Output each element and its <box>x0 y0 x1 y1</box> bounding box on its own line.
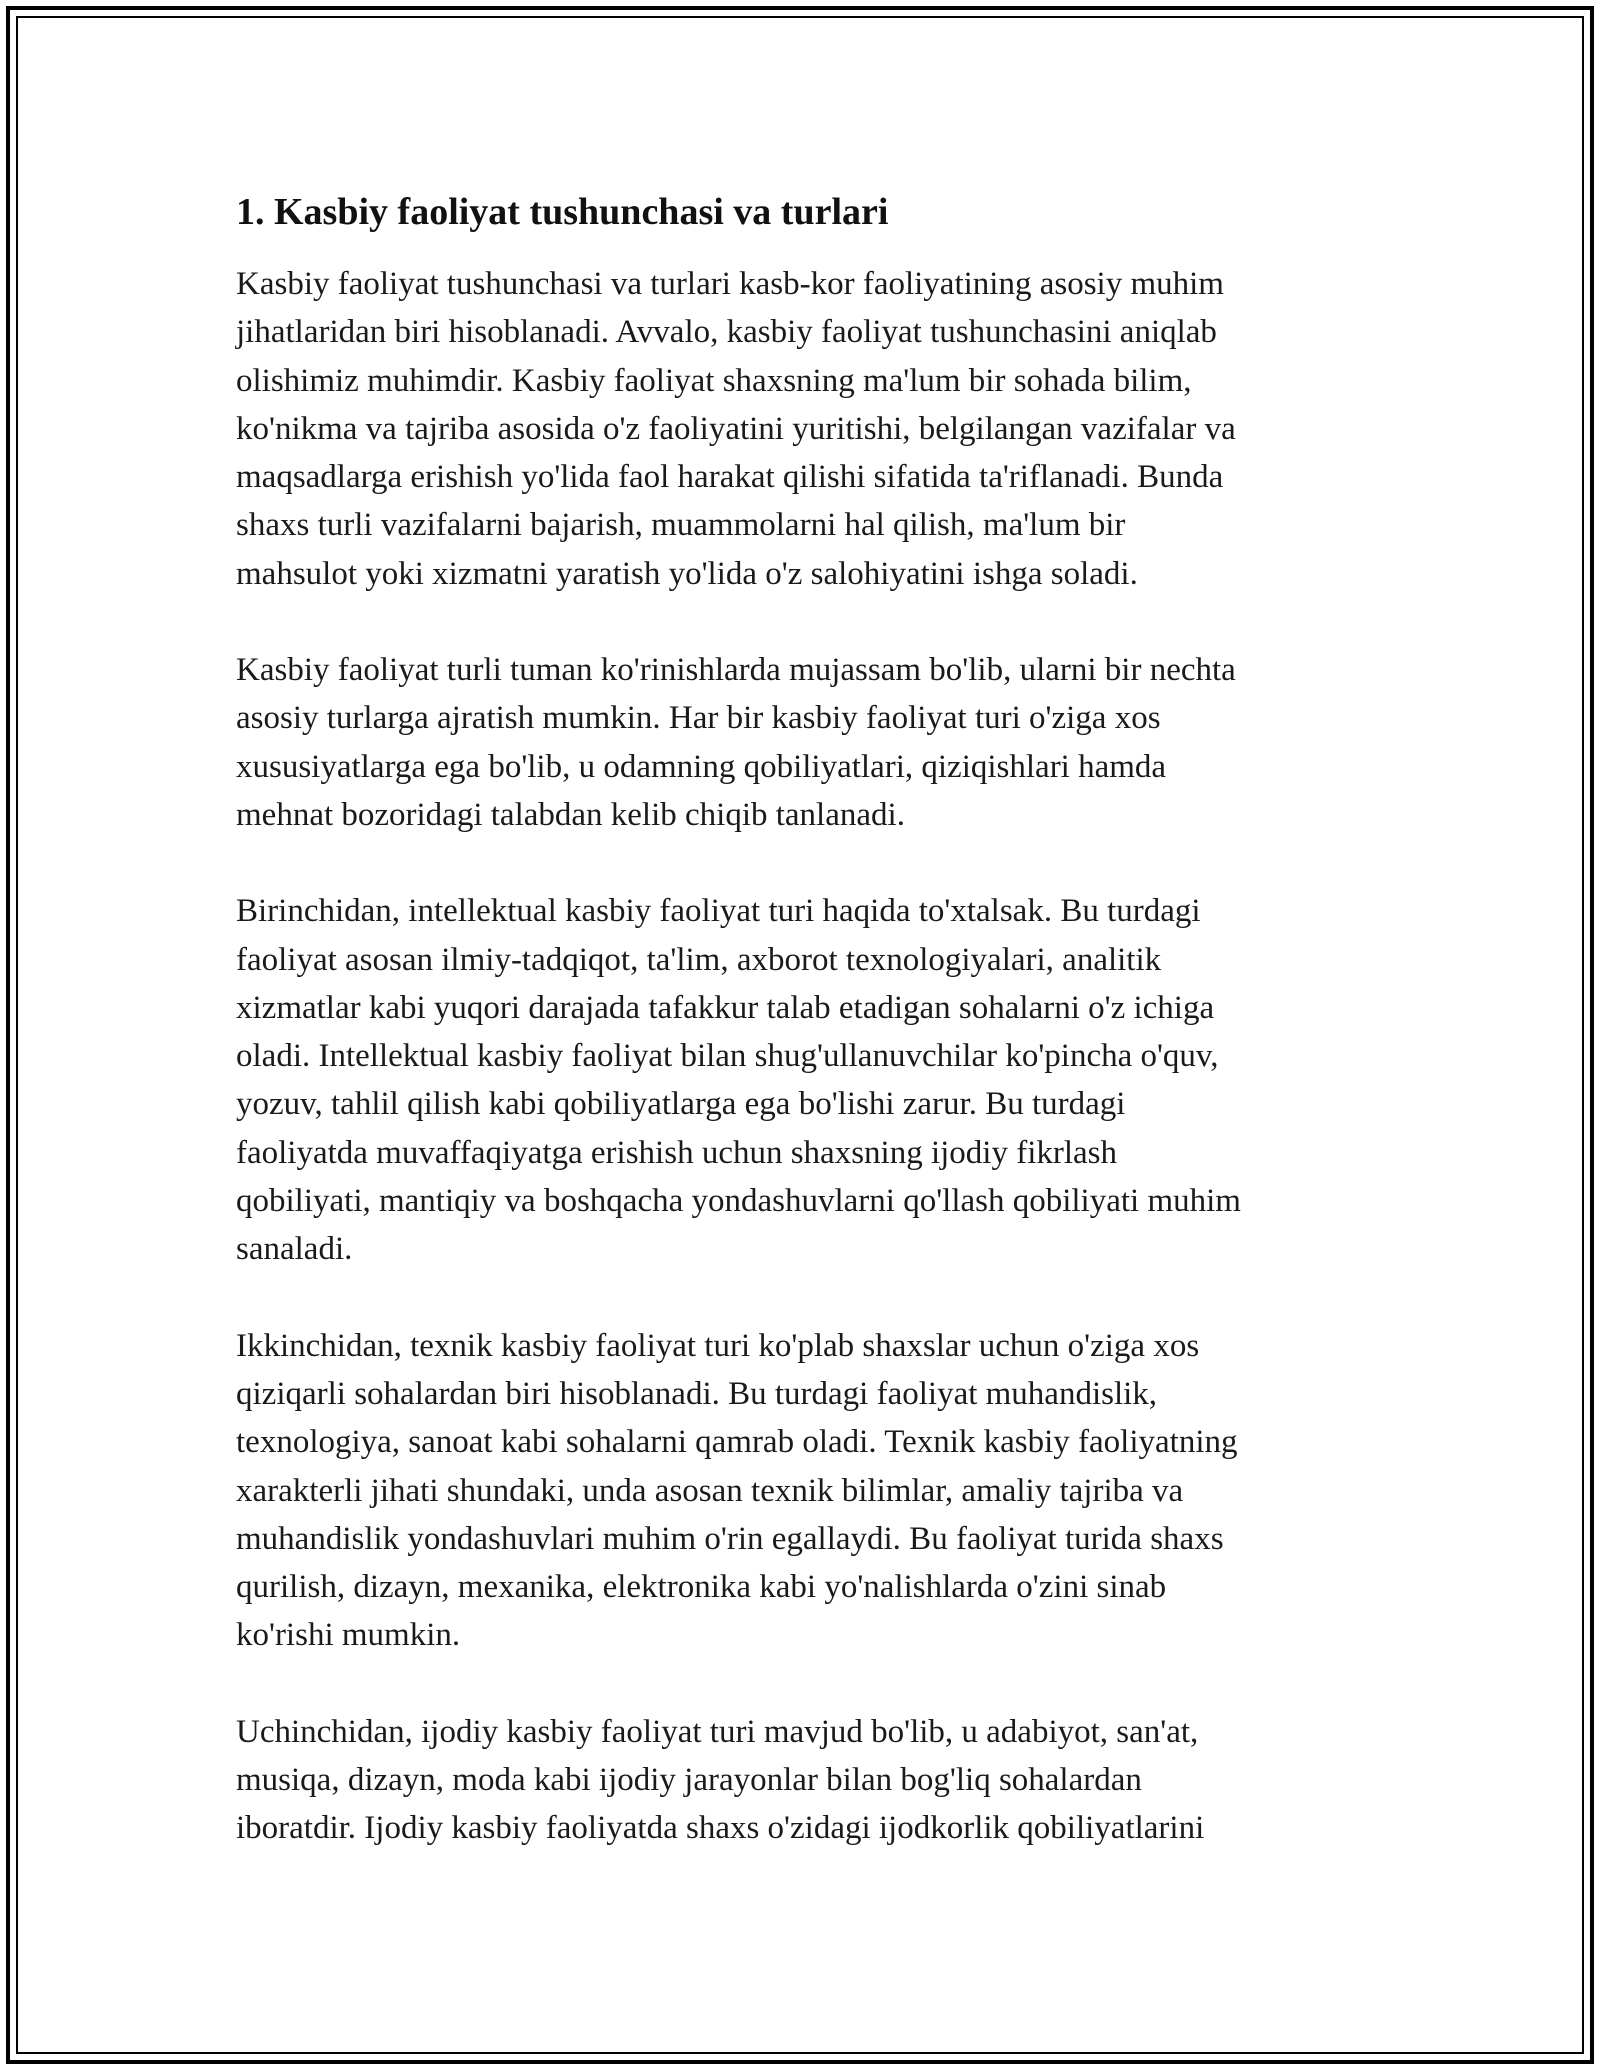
paragraph-line: yozuv, tahlil qilish kabi qobiliyatlarga ega bo'lishi zarur. Bu turdagi <box>236 1086 1126 1123</box>
paragraph <box>236 887 1366 1273</box>
paragraph-line: qurilish, dizayn, mexanika, elektronika kabi yo'nalishlarda o'zini sinab <box>236 1569 1167 1606</box>
paragraph <box>236 260 1366 598</box>
paragraph-line: Birinchidan, intellektual kasbiy faoliyat turi haqida to'xtalsak. Bu turdagi <box>236 893 1201 930</box>
paragraph <box>236 646 1366 839</box>
paragraph-line: muhandislik yondashuvlari muhim o'rin egallaydi. Bu faoliyat turida shaxs <box>236 1520 1224 1557</box>
paragraph-line: Ikkinchidan, texnik kasbiy faoliyat turi ko'plab shaxslar uchun o'ziga xos <box>236 1327 1200 1364</box>
paragraph-line: mahsulot yoki xizmatni yaratish yo'lida o'z salohiyatini ishga soladi. <box>236 555 1138 592</box>
paragraph-list <box>236 260 1366 1853</box>
paragraph-line: texnologiya, sanoat kabi sohalarni qamrab oladi. Texnik kasbiy faoliyatning <box>236 1424 1238 1461</box>
document-body <box>236 188 1366 1901</box>
section-heading: 1. Kasbiy faoliyat tushunchasi va turlari <box>236 191 889 233</box>
paragraph-line: jihatlaridan biri hisoblanadi. Avvalo, kasbiy faoliyat tushunchasini aniqlab <box>236 314 1217 351</box>
paragraph-line: iboratdir. Ijodiy kasbiy faoliyatda shaxs o'zidagi ijodkorlik qobiliyatlarini <box>236 1810 1205 1847</box>
paragraph-line: Kasbiy faoliyat tushunchasi va turlari kasb-kor faoliyatining asosiy muhim <box>236 266 1224 302</box>
paragraph-line: faoliyat asosan ilmiy-tadqiqot, ta'lim, axborot texnologiyalari, analitik <box>236 941 1162 978</box>
paragraph-line: musiqa, dizayn, moda kabi ijodiy jarayonlar bilan bog'liq sohalardan <box>236 1762 1142 1799</box>
paragraph-line: maqsadlarga erishish yo'lida faol harakat qilishi sifatida ta'riflanadi. Bunda <box>236 459 1224 496</box>
paragraph-line: xususiyatlarga ega bo'lib, u odamning qobiliyatlari, qiziqishlari hamda <box>236 748 1167 785</box>
paragraph <box>236 1322 1366 1660</box>
paragraph-line: xarakterli jihati shundaki, unda asosan texnik bilimlar, amaliy tajriba va <box>236 1472 1184 1509</box>
paragraph-line: qiziqarli sohalardan biri hisoblanadi. Bu turdagi faoliyat muhandislik, <box>236 1375 1158 1412</box>
paragraph-line: xizmatlar kabi yuqori darajada tafakkur talab etadigan sohalarni o'z ichiga <box>236 989 1215 1026</box>
paragraph-line: qobiliyati, mantiqiy va boshqacha yondashuvlarni qo'llash qobiliyati muhim <box>236 1183 1241 1220</box>
paragraph-line: sanaladi. <box>236 1231 353 1268</box>
paragraph-line: olishimiz muhimdir. Kasbiy faoliyat shaxsning ma'lum bir sohada bilim, <box>236 362 1192 399</box>
paragraph-line: ko'nikma va tajriba asosida o'z faoliyatini yuritishi, belgilangan vazifalar va <box>236 410 1236 447</box>
paragraph-line: mehnat bozoridagi talabdan kelib chiqib tanlanadi. <box>236 796 905 833</box>
paragraph-line: asosiy turlarga ajratish mumkin. Har bir kasbiy faoliyat turi o'ziga xos <box>236 700 1161 737</box>
paragraph-line: shaxs turli vazifalarni bajarish, muammolarni hal qilish, ma'lum bir <box>236 507 1126 544</box>
paragraph-line: Uchinchidan, ijodiy kasbiy faoliyat turi mavjud bo'lib, u adabiyot, san'at, <box>236 1713 1199 1750</box>
paragraph <box>236 1708 1366 1853</box>
paragraph-line: oladi. Intellektual kasbiy faoliyat bilan shug'ullanuvchilar ko'pincha o'quv, <box>236 1038 1219 1075</box>
paragraph-line: ko'rishi mumkin. <box>236 1617 461 1654</box>
paragraph-line: Kasbiy faoliyat turli tuman ko'rinishlarda mujassam bo'lib, ularni bir nechta <box>236 652 1236 689</box>
paragraph-line: faoliyatda muvaffaqiyatga erishish uchun shaxsning ijodiy fikrlash <box>236 1134 1118 1171</box>
